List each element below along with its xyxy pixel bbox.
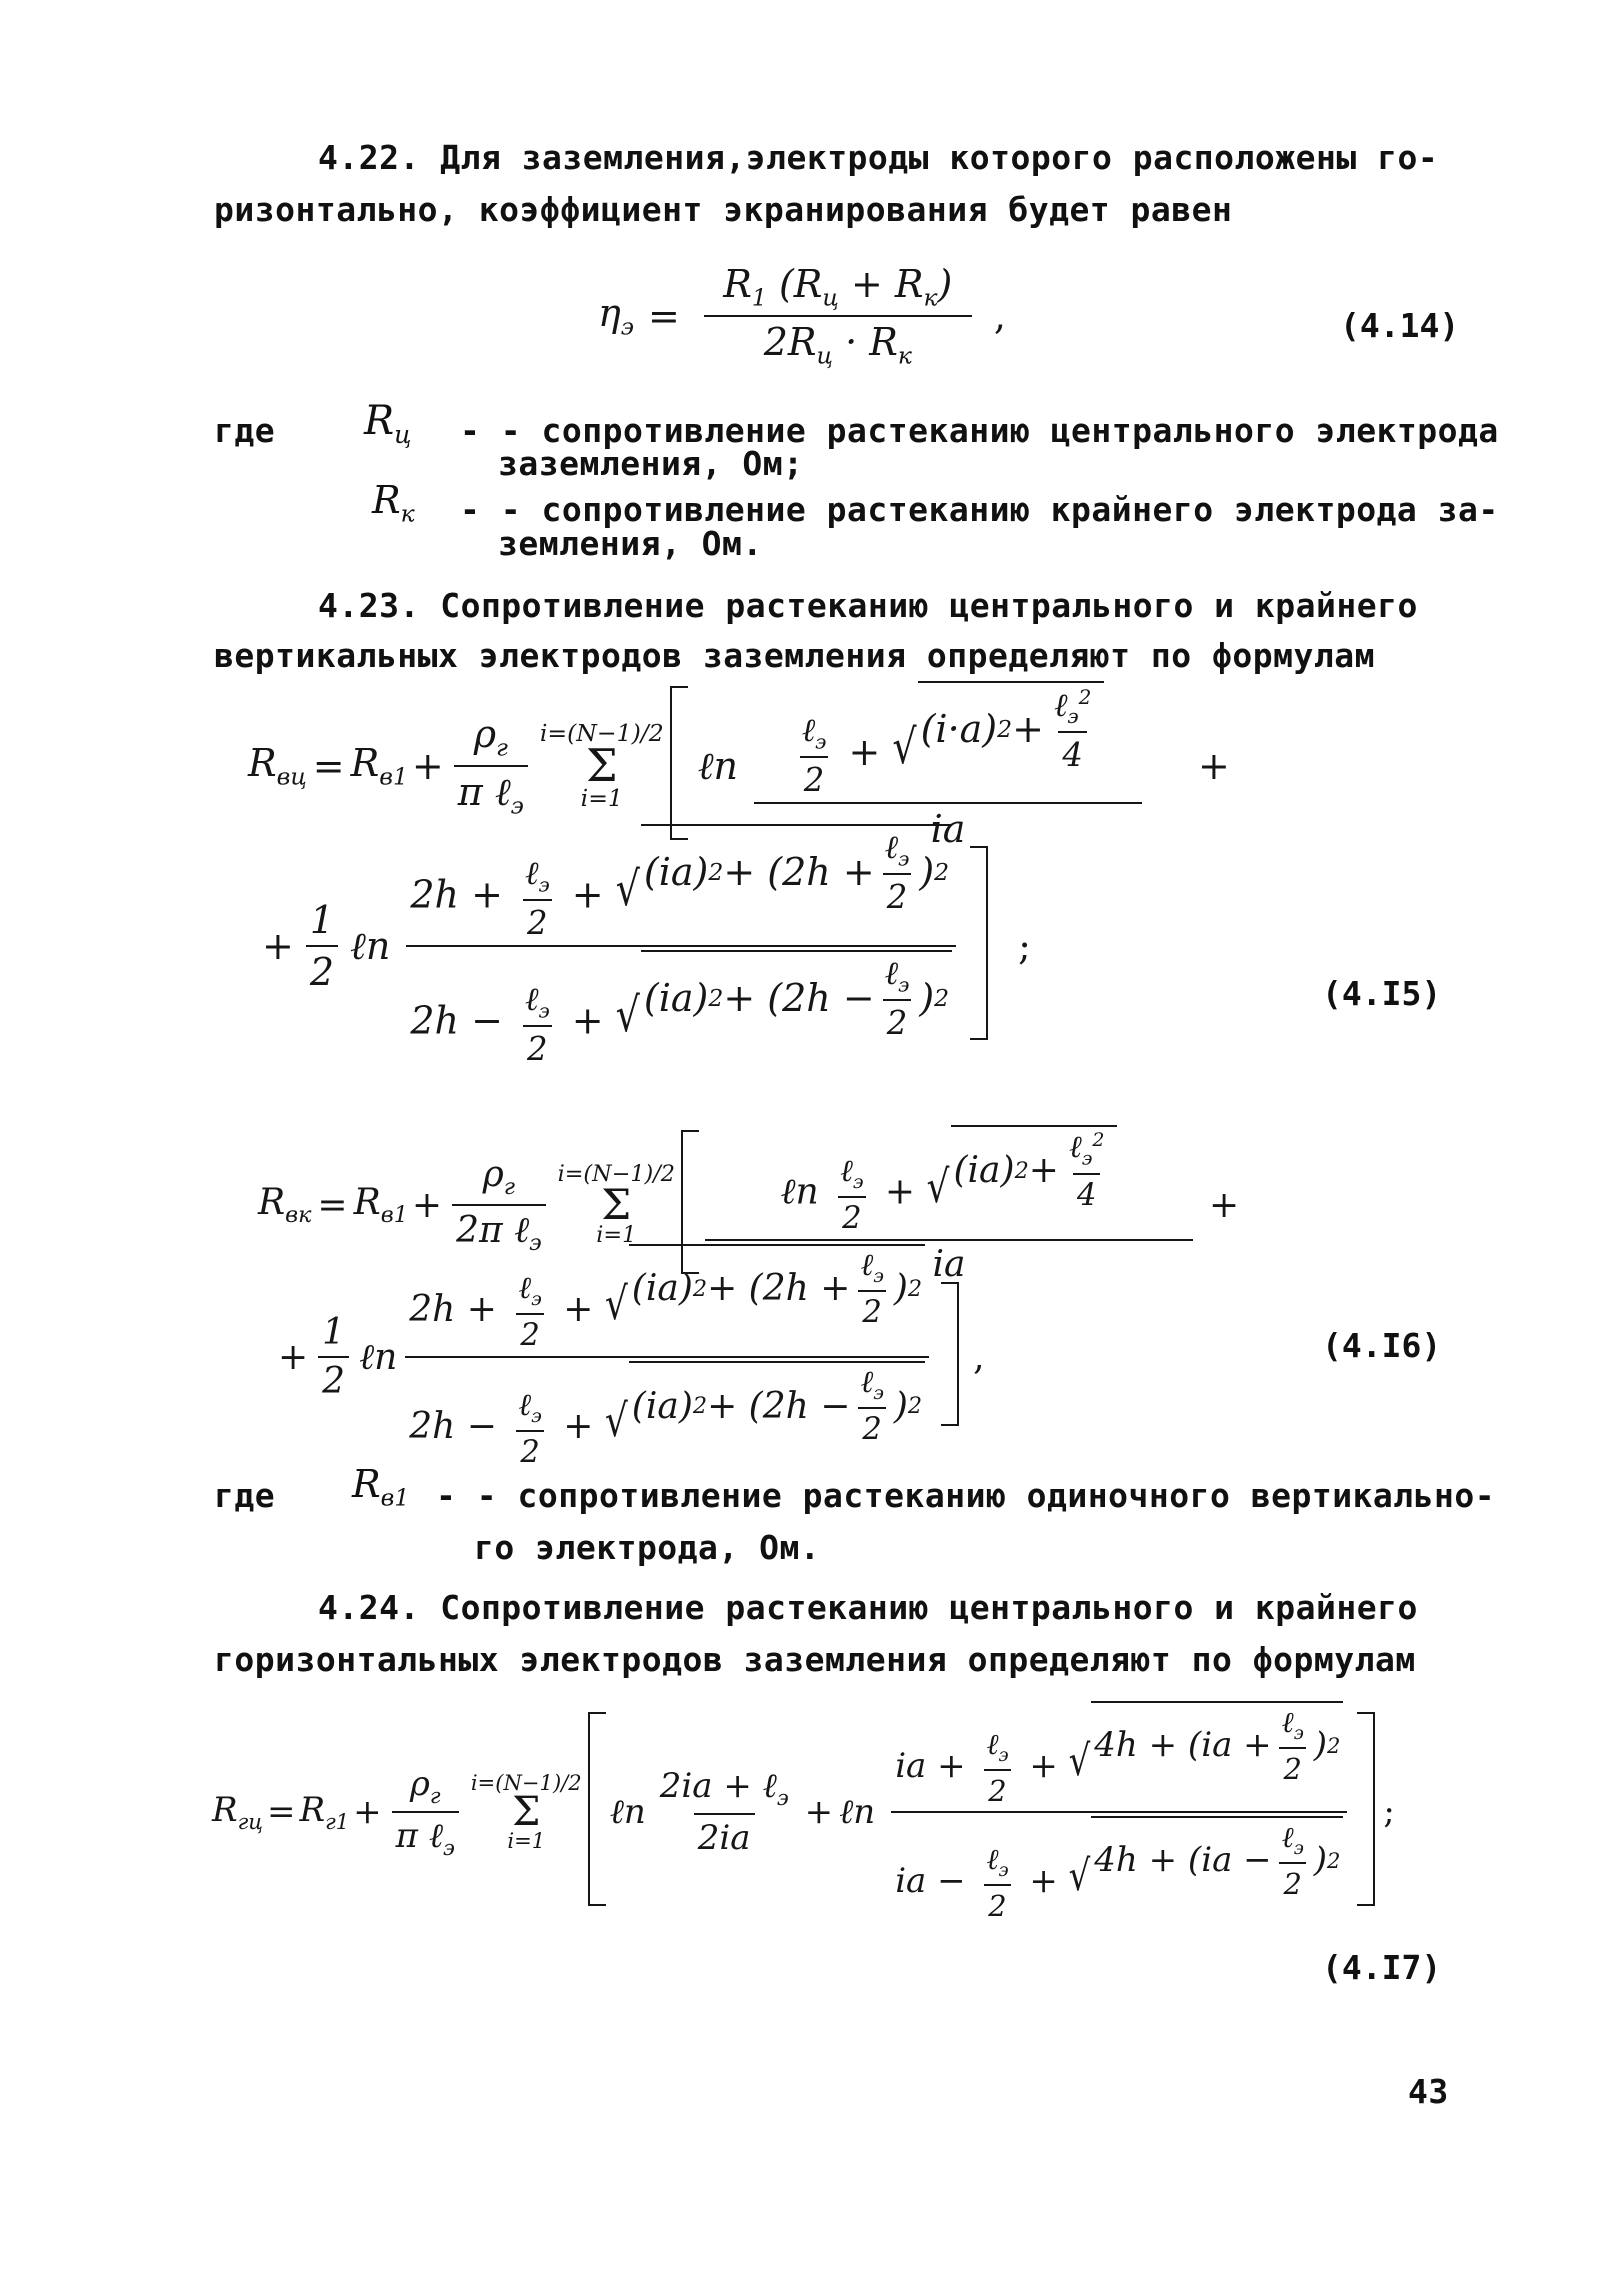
- definition-text: - - сопротивление растеканию одиночного вертикально-: [436, 1476, 1496, 1515]
- formula-4-16-line-1: $R_{вк}$ = $R_{в1}$ + $\frac{\rho_г}{2\pi \ell_э}$ i=(N−1)/2 Σ i=1 ℓn $\frac{\ell_э}{2}$ + √ (ia) 2 + $\frac{\ell_э^2}{4}$ ia +: [258, 1130, 1239, 1280]
- definition-text: земления, Ом.: [498, 524, 763, 563]
- paragraph-line: 4.22. Для заземления,электроды которого расположены го-: [318, 138, 1439, 177]
- symbol-r-single: $R_{в1}$: [352, 1462, 410, 1512]
- where-label: где: [214, 1476, 276, 1515]
- symbol-r-edge: $R_к$: [372, 478, 415, 528]
- formula-4-14: $\eta_э$ = $\frac{R_1 (R_ц + R_к)}{2R_ц \cdot R_к}$ ,: [598, 262, 1006, 370]
- where-label: где: [214, 411, 276, 450]
- formula-4-15-line-1: $R_{вц}$ = $R_{в1}$ + $\frac{\rho_г}{\pi \ell_э}$ i=(N−1)/2 Σ i=1 ℓn $\frac{\ell_э}{2}$ + √ (i·a) 2 + $\frac{\ell_э^2}{4}$ ia +: [248, 686, 1230, 846]
- equation-number: (4.I6): [1322, 1326, 1442, 1365]
- paragraph-line: 4.23. Сопротивление растеканию центрального и крайнего: [318, 586, 1418, 625]
- equation-number: (4.I5): [1322, 974, 1442, 1013]
- formula-4-17: $R_{гц}$ = $R_{г1}$ + $\frac{\rho_г}{\pi \ell_э}$ i=(N−1)/2 Σ i=1 ℓn $\frac{2ia + \ell_э}{2ia}$ + ℓn ia + $\frac{\ell_э}{2}$ + √ 4h + (ia + $\frac{\ell_э}{2}$ ) 2 ia − $\frac{\ell_э}{2}$ + √ 4h + (ia − $\frac{\ell_э}{2}$ ) 2 ;: [212, 1712, 1395, 1912]
- paragraph-line: вертикальных электродов заземления определяют по формулам: [214, 636, 1375, 675]
- equation-number: (4.I7): [1322, 1948, 1442, 1987]
- symbol-r-center: $R_ц$: [364, 398, 412, 449]
- formula-4-15-line-2: + $\frac{1}{2}$ ℓn 2h + $\frac{\ell_э}{2}$ + √ (ia) 2 + (2h + $\frac{\ell_э}{2}$ ) 2 2h − $\frac{\ell_э}{2}$ + √ (ia) 2 + (2h − $\frac{\ell_э}{2}$ ) 2 ;: [262, 846, 1031, 1046]
- paragraph-line: ризонтально, коэффициент экранирования будет равен: [214, 190, 1233, 229]
- definition-text: - - сопротивление растеканию крайнего электрода за-: [460, 490, 1499, 529]
- equation-number: (4.14): [1340, 306, 1460, 345]
- definition-text: - - сопротивление растеканию центрального электрода: [460, 411, 1499, 450]
- paragraph-line: 4.24. Сопротивление растеканию центрального и крайнего: [318, 1588, 1418, 1627]
- page-number: 43: [1408, 2072, 1449, 2111]
- definition-text: заземления, Ом;: [498, 444, 804, 483]
- formula-4-16-line-2: + $\frac{1}{2}$ ℓn 2h + $\frac{\ell_э}{2}$ + √ (ia) 2 + (2h + $\frac{\ell_э}{2}$ ) 2 2h − $\frac{\ell_э}{2}$ + √ (ia) 2 + (2h − $\frac{\ell_э}{2}$ ) 2 ,: [278, 1282, 985, 1432]
- definition-text: го электрода, Ом.: [474, 1528, 821, 1567]
- paragraph-line: горизонтальных электродов заземления определяют по формулам: [214, 1640, 1416, 1679]
